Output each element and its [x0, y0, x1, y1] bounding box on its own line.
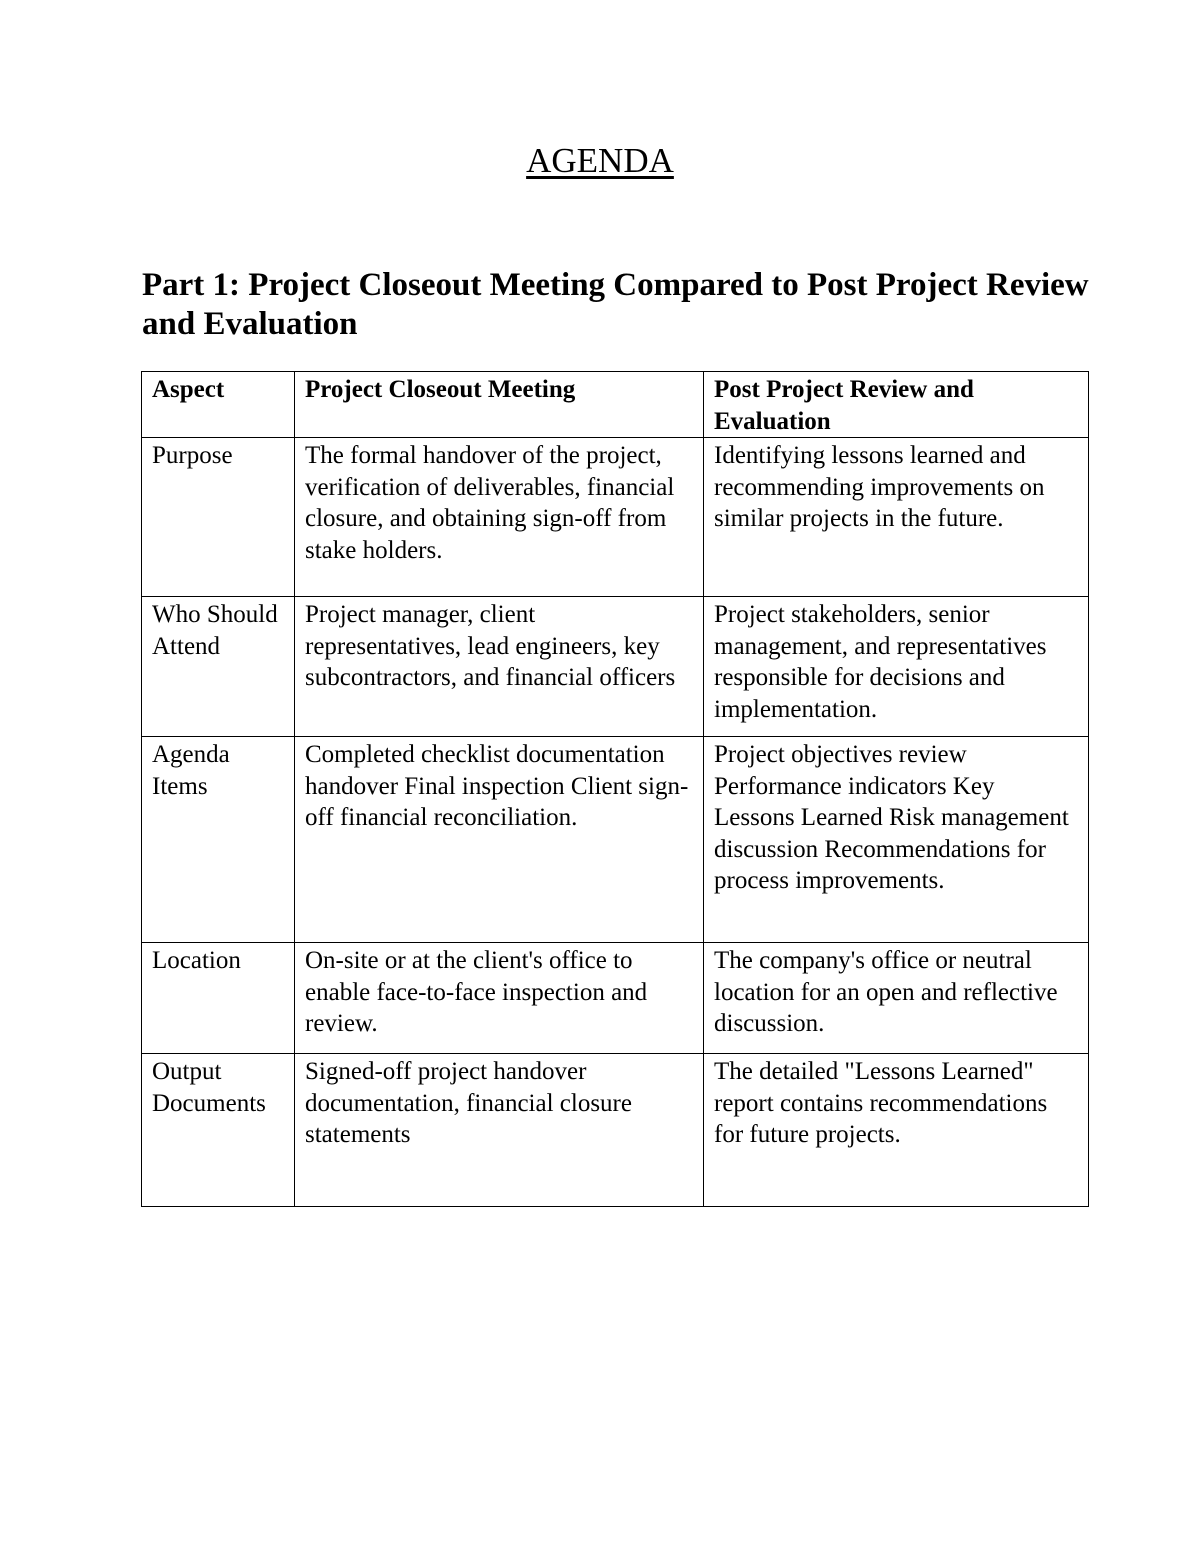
- review-cell: Identifying lessons learned and recommending improvements on similar projects in the future.: [704, 438, 1089, 597]
- aspect-cell: Who Should Attend: [142, 597, 295, 737]
- closeout-cell: The formal handover of the project, verification of deliverables, financial closure, and obtaining sign-off from stake holders.: [295, 438, 704, 597]
- review-cell: The detailed "Lessons Learned" report contains recommendations for future projects.: [704, 1054, 1089, 1207]
- comparison-table: [141, 371, 1089, 1207]
- table-row: [142, 438, 1089, 597]
- review-cell: Project stakeholders, senior management, and representatives responsible for decisions and implementation.: [704, 597, 1089, 737]
- review-cell: Project objectives review Performance indicators Key Lessons Learned Risk management discussion Recommendations for process improvements.: [704, 737, 1089, 943]
- table-row: [142, 597, 1089, 737]
- review-cell: The company's office or neutral location for an open and reflective discussion.: [704, 943, 1089, 1054]
- table-header-row: [142, 372, 1089, 438]
- closeout-cell: Project manager, client representatives, lead engineers, key subcontractors, and financial officers: [295, 597, 704, 737]
- aspect-cell: Purpose: [142, 438, 295, 597]
- aspect-cell: Location: [142, 943, 295, 1054]
- closeout-cell: On-site or at the client's office to enable face-to-face inspection and review.: [295, 943, 704, 1054]
- section-heading: Part 1: Project Closeout Meeting Compared to Post Project Review and Evaluation: [142, 267, 1089, 342]
- header-aspect: Aspect: [142, 372, 295, 438]
- header-closeout-meeting: Project Closeout Meeting: [295, 372, 704, 438]
- page-title: AGENDA: [526, 141, 674, 180]
- closeout-cell: Signed-off project handover documentation, financial closure statements: [295, 1054, 704, 1207]
- header-post-project-review: Post Project Review and Evaluation: [704, 372, 1089, 438]
- aspect-cell: Agenda Items: [142, 737, 295, 943]
- closeout-cell: Completed checklist documentation handover Final inspection Client sign-off financial reconciliation.: [295, 737, 704, 943]
- aspect-cell: Output Documents: [142, 1054, 295, 1207]
- table-row: [142, 943, 1089, 1054]
- table-row: [142, 737, 1089, 943]
- table-row: [142, 1054, 1089, 1207]
